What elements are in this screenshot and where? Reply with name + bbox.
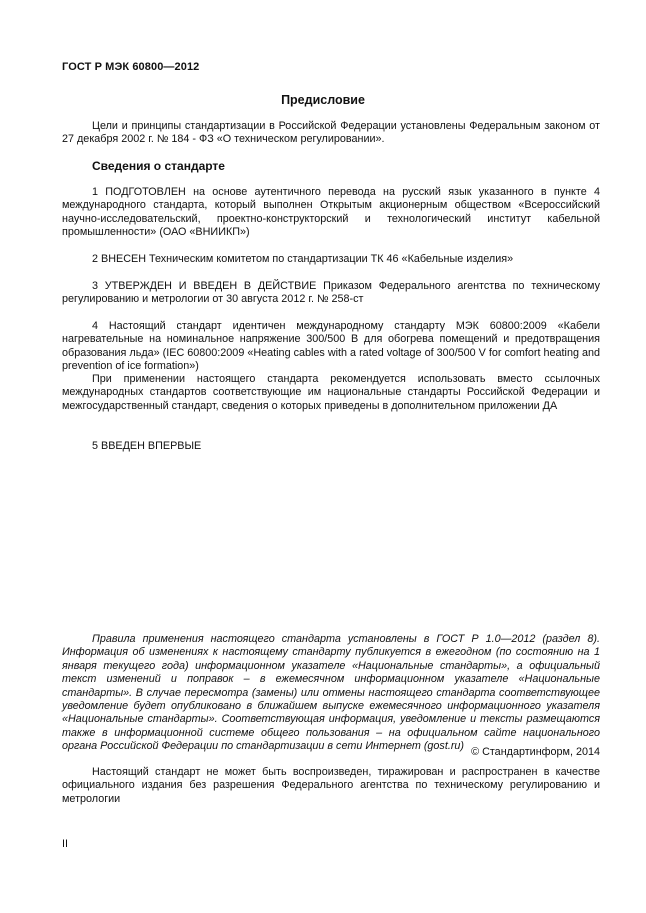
item-5-text: 5 ВВЕДЕН ВПЕРВЫЕ — [92, 440, 202, 452]
item-5 — [62, 440, 600, 453]
item-4 — [62, 320, 600, 374]
intro-paragraph — [62, 120, 600, 147]
item-3 — [62, 280, 600, 307]
item-3-text: 3 УТВЕРЖДЕН И ВВЕДЕН В ДЕЙСТВИЕ Приказом Федерального агентства по техническому регулированию и метрологии от 30 августа 2012 г. № 258-ст — [62, 280, 600, 306]
item-1 — [62, 186, 600, 240]
rights-paragraph — [62, 766, 600, 806]
intro-text: Цели и принципы стандартизации в Российской Федерации установлены Федеральным законом от 27 декабря 2002 г. № 184 - ФЗ «О техническом регулировании». — [62, 120, 600, 146]
usage-notice — [62, 633, 600, 754]
item-4-text: 4 Настоящий стандарт идентичен международному стандарту МЭК 60800:2009 «Кабели нагревательные на номинальное напряжение 300/500 В для обогрева помещений и предотвращения образования льда» (IEC 60800:2009 «Heating cables with a rated voltage of 300/500 V for comfort heating and prevention of ice formation») — [62, 320, 600, 373]
usage-notice-text: Правила применения настоящего стандарта установлены в ГОСТ Р 1.0—2012 (раздел 8). Информация об изменениях к настоящему стандарту публикуется в ежегодном (по состоянию на 1 января текущего года) информационном указателе «Национальные стандарты», а официальный текст изменений и поправок – в ежемесячном информационном указателе «Национальные стандарты». В случае пересмотра (замены) или отмены настоящего стандарта соответствующее уведомление будет опубликовано в ближайшем выпуске ежемесячного информационного указателя «Национальные стандарты». Соответствующая информация, уведомление и тексты размещаются также в информационной системе общего пользования – на официальном сайте национального органа Российской Федерации по стандартизации в сети Интернет (gost.ru) — [62, 633, 600, 753]
page-number: II — [62, 838, 68, 850]
copyright-line: © Стандартинформ, 2014 — [471, 746, 600, 758]
document-header: ГОСТ Р МЭК 60800—2012 — [62, 61, 200, 73]
item-2 — [62, 253, 600, 266]
item-4-note-text: При применении настоящего стандарта рекомендуется использовать вместо ссылочных международных стандартов соответствующие им национальные стандарты Российской Федерации и межгосударственный стандарт, сведения о которых приведены в дополнительном приложении ДА — [62, 373, 600, 412]
section-heading: Сведения о стандарте — [92, 159, 225, 173]
page-title: Предисловие — [281, 93, 365, 107]
rights-text: Настоящий стандарт не может быть воспроизведен, тиражирован и распространен в качестве официального издания без разрешения Федерального агентства по техническому регулированию и метрологии — [62, 766, 600, 805]
item-4-note — [62, 373, 600, 413]
item-2-text: 2 ВНЕСЕН Техническим комитетом по стандартизации ТК 46 «Кабельные изделия» — [92, 253, 514, 265]
item-1-text: 1 ПОДГОТОВЛЕН на основе аутентичного перевода на русский язык указанного в пункте 4 международного стандарта, который выполнен Открытым акционерным обществом «Всероссийский научно-исследовательский, проектно-конструкторский и технологический институт кабельной промышленности» (ОАО «ВНИИКП») — [62, 186, 600, 239]
